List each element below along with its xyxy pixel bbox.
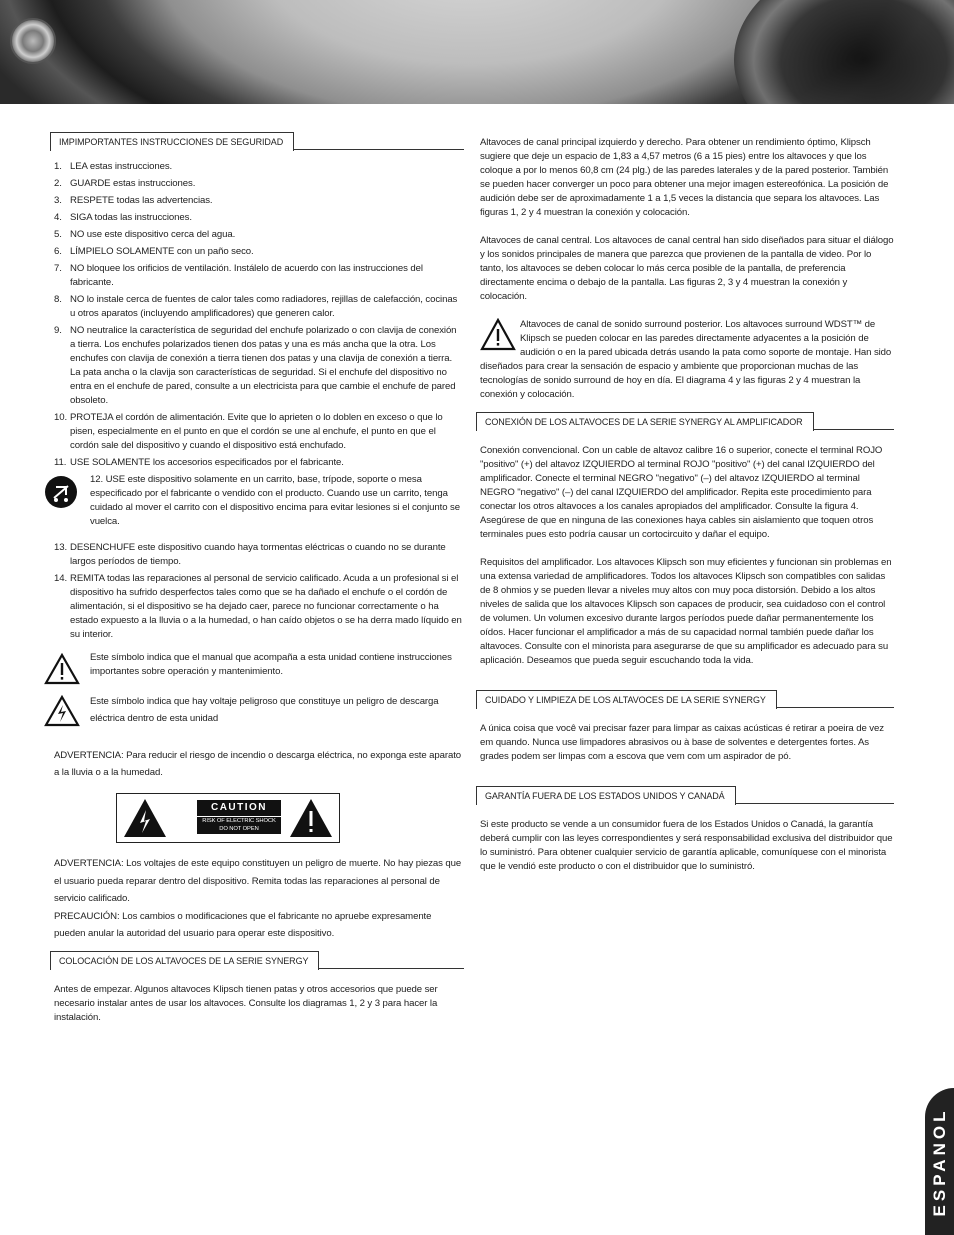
manual-symbol-note: Este símbolo indica que el manual que acompaña a esta unidad contiene instrucciones importantes sobre operación y mantenimiento.: [54, 651, 464, 687]
exclamation-triangle-icon: [289, 798, 333, 838]
amplifier-requirements-text: Requisitos del amplificador. Los altavoces Klipsch son muy eficientes y funcionan sin problemas en una extensa variedad de amplificadores. Todos los altavoces Klipsch son compatibles con salidas de 8 ohmios y se pueden llevar a niveles muy altos con muy poca distorsión. Debido a los altos niveles de salida que los altavoces Klipsch son capaces de producir, sea cuidadoso con el control de volumen. Un volumen excesivo durante largos períodos puede dañar permanentemente los oídos. Hacer funcionar el amplificador a más de su capacidad normal también puede dañar los altavoces. Consulte con el minorista para asegurarse de que su amplificador es adecuado para su aplicación. Deseamos que pueda seguir escuchando toda la vida.: [480, 557, 892, 666]
caution-text: PRECAUCIÓN: Los cambios o modificaciones que el fabricante no apruebe expresamente pueden anular la autoridad del usuario para operar este dispositivo.: [54, 910, 432, 939]
language-side-tab: ESPANOL: [925, 1088, 954, 1235]
cart-warning: 12. USE este dispositivo solamente en un carrito, base, trípode, soporte o mesa especificado por el fabricante o vendido con el producto. Cuando use un carrito, tenga cuidado al mover el carrito con el dispositivo encima para evitar lesiones si el conjunto se vuelca.: [54, 473, 464, 529]
list-item: 1. LEA estas instrucciones.: [54, 161, 173, 172]
center-channel-text: Altavoces de canal central. Los altavoces de canal central han sido diseñados para situar el diálogo y los sonidos principales de manera que parezca que provienen de la pantalla de video. Por lo tanto, los altavoces se deben colocar lo más cerca posible de la pantalla, de preferencia directamente encima o debajo de la pantalla. Las figuras 2, 3 y 4 muestran la conexión y colocación.: [480, 235, 894, 302]
list-item: 11. USE SOLAMENTE los accesorios especificados por el fabricante.: [54, 457, 344, 468]
placement-text: Antes de empezar. Algunos altavoces Klipsch tienen patas y otros accesorios que puede ser necesario instalar antes de usar los altavoces. Consulte los diagramas 1, 2 y 3 para hacer la instalación.: [54, 983, 438, 1023]
section-heading-care: CUIDADO Y LIMPIEZA DE LOS ALTAVOCES DE LA SERIE SYNERGY: [480, 688, 894, 710]
speaker-knob-image: [10, 18, 56, 64]
lightning-triangle-icon: [123, 798, 167, 838]
section-heading-safety: IMPIMPORTANTES INSTRUCCIONES DE SEGURIDAD: [54, 130, 464, 152]
cart-tipover-icon: [44, 475, 78, 509]
safety-list-2: [54, 541, 464, 642]
list-item: 14. REMITA todas las reparaciones al personal de servicio calificado. Acuda a un profesional si el dispositivo ha sufrido desperfectos tales como que se ha dañado el enchufe o el cordón de alimentación, si el dispositivo se ha dejado caer, parece no funcionar correctamente o ha estado expuesto a la lluvia o a la humedad, o han caído objetos o se ha derra mado líquido en su interior.: [54, 573, 462, 640]
section-heading-connection: CONEXIÓN DE LOS ALTAVOCES DE LA SERIE SYNERGY AL AMPLIFICADOR: [480, 410, 894, 432]
section-heading-placement: COLOCACIÓN DE LOS ALTAVOCES DE LA SERIE SYNERGY: [54, 949, 464, 971]
list-item: 8. NO lo instale cerca de fuentes de calor tales como radiadores, rejillas de calefacción, cocinas u otros aparatos (incluyendo amplificadores) que generen calor.: [54, 294, 458, 319]
care-text: A única coisa que você vai precisar fazer para limpar as caixas acústicas é retirar a poeira de vez em quando. Nunca use limpadores abrasivos ou à base de solventes e detergentes fortes. As grades podem ser limpas com a escova que vem com um aspirador de pó.: [480, 723, 884, 762]
section-heading-warranty: GARANTÍA FUERA DE LOS ESTADOS UNIDOS Y CANADÁ: [480, 784, 894, 806]
right-column: [480, 130, 894, 874]
caution-label-box: CAUTION RISK OF ELECTRIC SHOCK DO NOT OPEN: [197, 800, 281, 834]
list-item: 10. PROTEJA el cordón de alimentación. Evite que lo aprieten o lo doblen en exceso o que lo pisen, especialmente en el punto en que el cordón se une al enchufe, el punto en que el cordón sale del dispositivo y cuando el dispositivo está enchufado.: [54, 412, 443, 451]
exclamation-triangle-icon: [44, 653, 80, 685]
list-item: 3. RESPETE todas las advertencias.: [54, 195, 213, 206]
list-item: 5. NO use este dispositivo cerca del agua.: [54, 229, 236, 240]
warranty-text: Si este producto se vende a un consumidor fuera de los Estados Unidos o Canadá, la garantía deberá cumplir con las leyes correspondientes y será responsabilidad exclusiva del distribuidor que lo suministró. Para obtener cualquier servicio de garantía aplicable, comuníquese con el minorista que le vendió este producto o con el distribuidor que lo suministró.: [480, 819, 893, 872]
list-item: 9. NO neutralice la característica de seguridad del enchufe polarizado o con clavija de conexión a tierra. Los enchufes polarizados tienen dos patas y una es más ancha que la otra. Los enchufes con clavija de conexión a tierra tienen dos patas y una clavija de conexión a tierra. La pata ancha o la clavija son características de seguridad. Si el enchufe del dispositivo no entra en el enchufe de pared, consulte a un electricista para que cambie el enchufe de pared obsoleto.: [54, 325, 457, 406]
warning-text-2: ADVERTENCIA: Los voltajes de este equipo constituyen un peligro de muerte. No hay piezas que el usuario pueda reparar dentro del dispositivo. Remita todas las reparaciones al personal de servicio calificado.: [54, 858, 462, 904]
surround-channel-block: Altavoces de canal de sonido surround posterior. Los altavoces surround WDST™ de Klipsch se pueden colocar en las paredes directamente adyacentes a la posición de audición o en la pared ubicada detrás usando la pata como soporte de montaje. Han sido diseñados para crear la sensación de espacio y ambiente que proporcionan muchas de las tecnologías de sonido surround de hoy en día. El diagrama 4 y las figuras 2 y 4 muestran la conexión y colocación.: [480, 319, 892, 400]
list-item: 13. DESENCHUFE este dispositivo cuando haya tormentas eléctricas o cuando no se durante largos períodos de tiempo.: [54, 542, 446, 567]
list-item: 2. GUARDE estas instrucciones.: [54, 178, 196, 189]
main-channel-text: Altavoces de canal principal izquierdo y derecho. Para obtener un rendimiento óptimo, Klipsch sugiere que deje un espacio de 1,83 a 4,57 metros (6 a 15 pies) entre los altavoces y que los coloque a por lo menos 60,8 cm (24 plg.) de las paredes laterales y de la pared posterior. También se pueden hacer converger un poco para obtener una mejor imagen estereofónica. La posición de audición debe ser de aproximadamente 1 a 1,5 veces la distancia que separa los altavoces. Las figuras 1, 2 y 4 muestran la conexión y colocación.: [480, 137, 889, 218]
warning-text: ADVERTENCIA: Para reducir el riesgo de incendio o descarga eléctrica, no exponga este aparato a la lluvia o a la humedad.: [54, 750, 462, 778]
voltage-symbol-note: Este símbolo indica que hay voltaje peligroso que constituye un peligro de descarga eléctrica dentro de esta unidad: [54, 693, 464, 729]
caution-label: [116, 793, 340, 843]
safety-list: [54, 160, 464, 470]
list-item: 6. LÍMPIELO SOLAMENTE con un paño seco.: [54, 246, 254, 257]
exclamation-triangle-icon: [480, 318, 516, 352]
lightning-triangle-icon: [44, 695, 80, 727]
conventional-connection-text: Conexión convencional. Con un cable de altavoz calibre 16 o superior, conecte el terminal ROJO "positivo" (+) del altavoz IZQUIERDO al terminal ROJO "positivo" (+) del canal IZQUIERDO del amplificador. Conecte el terminal NEGRO "negativo" (–) del altavoz IZQUIERDO al terminal NEGRO "negativo" (–) del canal IZQUIERDO del amplificador. Repita este procedimiento para conectar los otros altavoces a los canales apropiados del amplificador. Consulte la figura 4. Asegúrese de que en ninguna de las conexiones haya cables sin aislamiento que toquen otros terminales pues esto podría causar un cortocircuito y dañar el equipo.: [480, 445, 883, 540]
list-item: 4. SIGA todas las instrucciones.: [54, 212, 192, 223]
speaker-rim-image: [734, 0, 954, 104]
speaker-photo-banner: [0, 0, 954, 104]
list-item: 7. NO bloquee los orificios de ventilación. Instálelo de acuerdo con las instrucciones del fabricante.: [54, 263, 423, 288]
left-column: [54, 130, 464, 1025]
